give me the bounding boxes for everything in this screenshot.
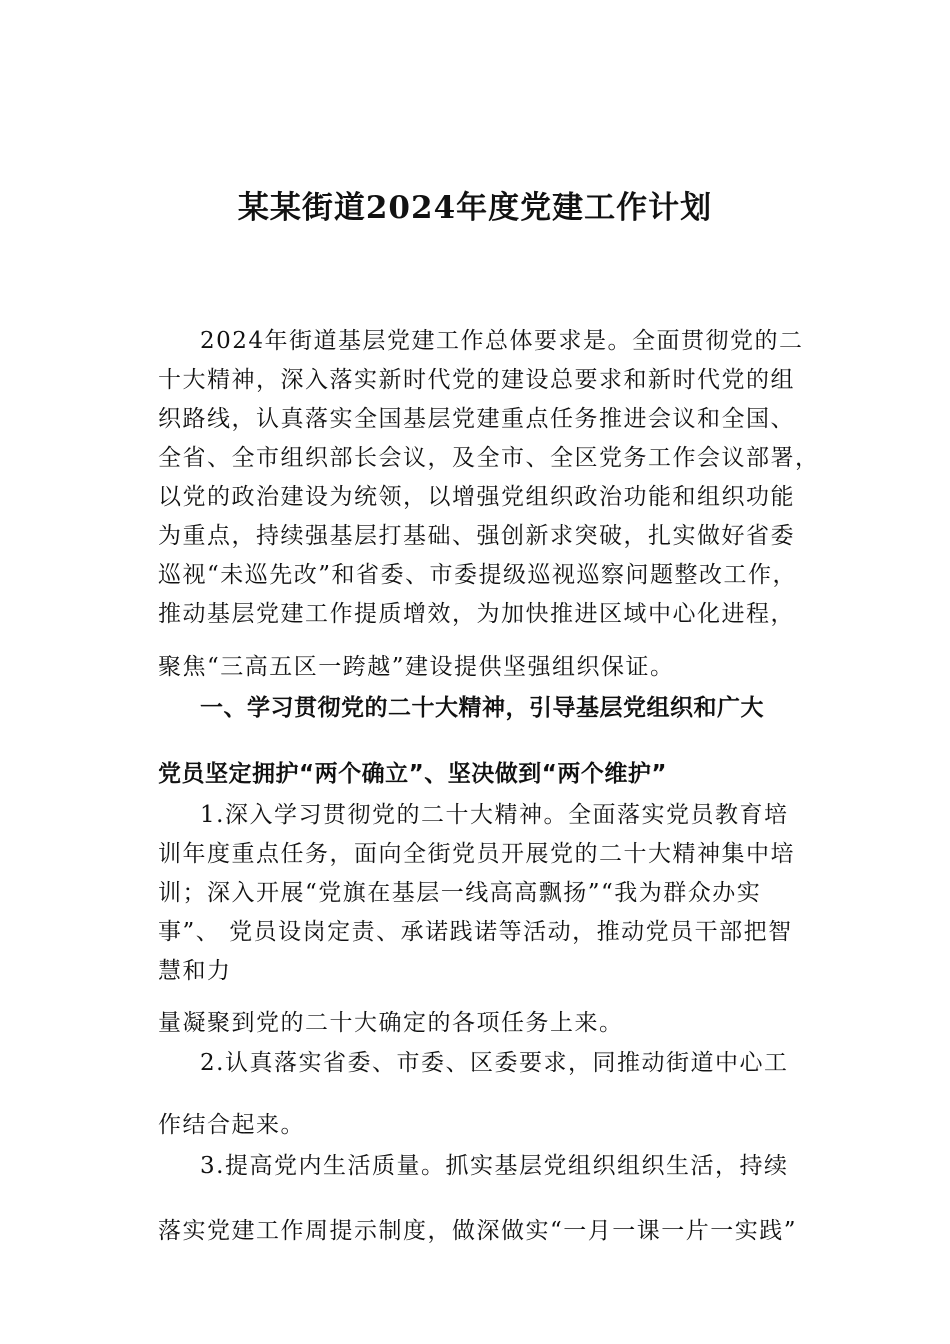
item-line: 作结合起来。 <box>158 1112 305 1138</box>
item-line: 慧和力 <box>158 958 232 984</box>
item-line: 事”、 党员设岗定责、承诺践诺等活动，推动党员干部把智 <box>158 919 793 945</box>
intro-line: 织路线，认真落实全国基层党建重点任务推进会议和全国、 <box>158 406 795 432</box>
item-line: 量凝聚到党的二十大确定的各项任务上来。 <box>158 1010 624 1036</box>
section-heading: 一、学习贯彻党的二十大精神，引导基层党组织和广大 <box>200 695 764 721</box>
item-line: 1.深入学习贯彻党的二十大精神。全面落实党员教育培 <box>200 802 789 828</box>
section-heading: 党员坚定拥护“两个确立”、坚决做到“两个维护” <box>158 761 667 787</box>
item-line: 2.认真落实省委、市委、区委要求，同推动街道中心工 <box>200 1050 789 1076</box>
document-title: 某某街道2024年度党建工作计划 <box>237 190 713 226</box>
intro-line: 为重点，持续强基层打基础、强创新求突破，扎实做好省委 <box>158 523 795 549</box>
item-line: 训；深入开展“党旗在基层一线高高飘扬”“我为群众办实 <box>158 880 762 906</box>
intro-line: 聚焦“三高五区一跨越”建设提供坚强组织保证。 <box>158 654 675 680</box>
intro-line: 全省、全市组织部长会议，及全市、全区党务工作会议部署， <box>158 445 820 471</box>
item-line: 落实党建工作周提示制度，做深做实“一月一课一片一实践” <box>158 1218 798 1244</box>
intro-line: 巡视“未巡先改”和省委、市委提级巡视巡察问题整改工作， <box>158 562 798 588</box>
intro-line: 以党的政治建设为统领，以增强党组织政治功能和组织功能 <box>158 484 795 510</box>
intro-line: 十大精神，深入落实新时代党的建设总要求和新时代党的组 <box>158 367 795 393</box>
intro-line: 推动基层党建工作提质增效，为加快推进区域中心化进程， <box>158 601 795 627</box>
intro-line: 2024年街道基层党建工作总体要求是。全面贯彻党的二 <box>200 328 804 354</box>
item-line: 3.提高党内生活质量。抓实基层党组织组织生活，持续 <box>200 1153 789 1179</box>
item-line: 训年度重点任务，面向全街党员开展党的二十大精神集中培 <box>158 841 795 867</box>
